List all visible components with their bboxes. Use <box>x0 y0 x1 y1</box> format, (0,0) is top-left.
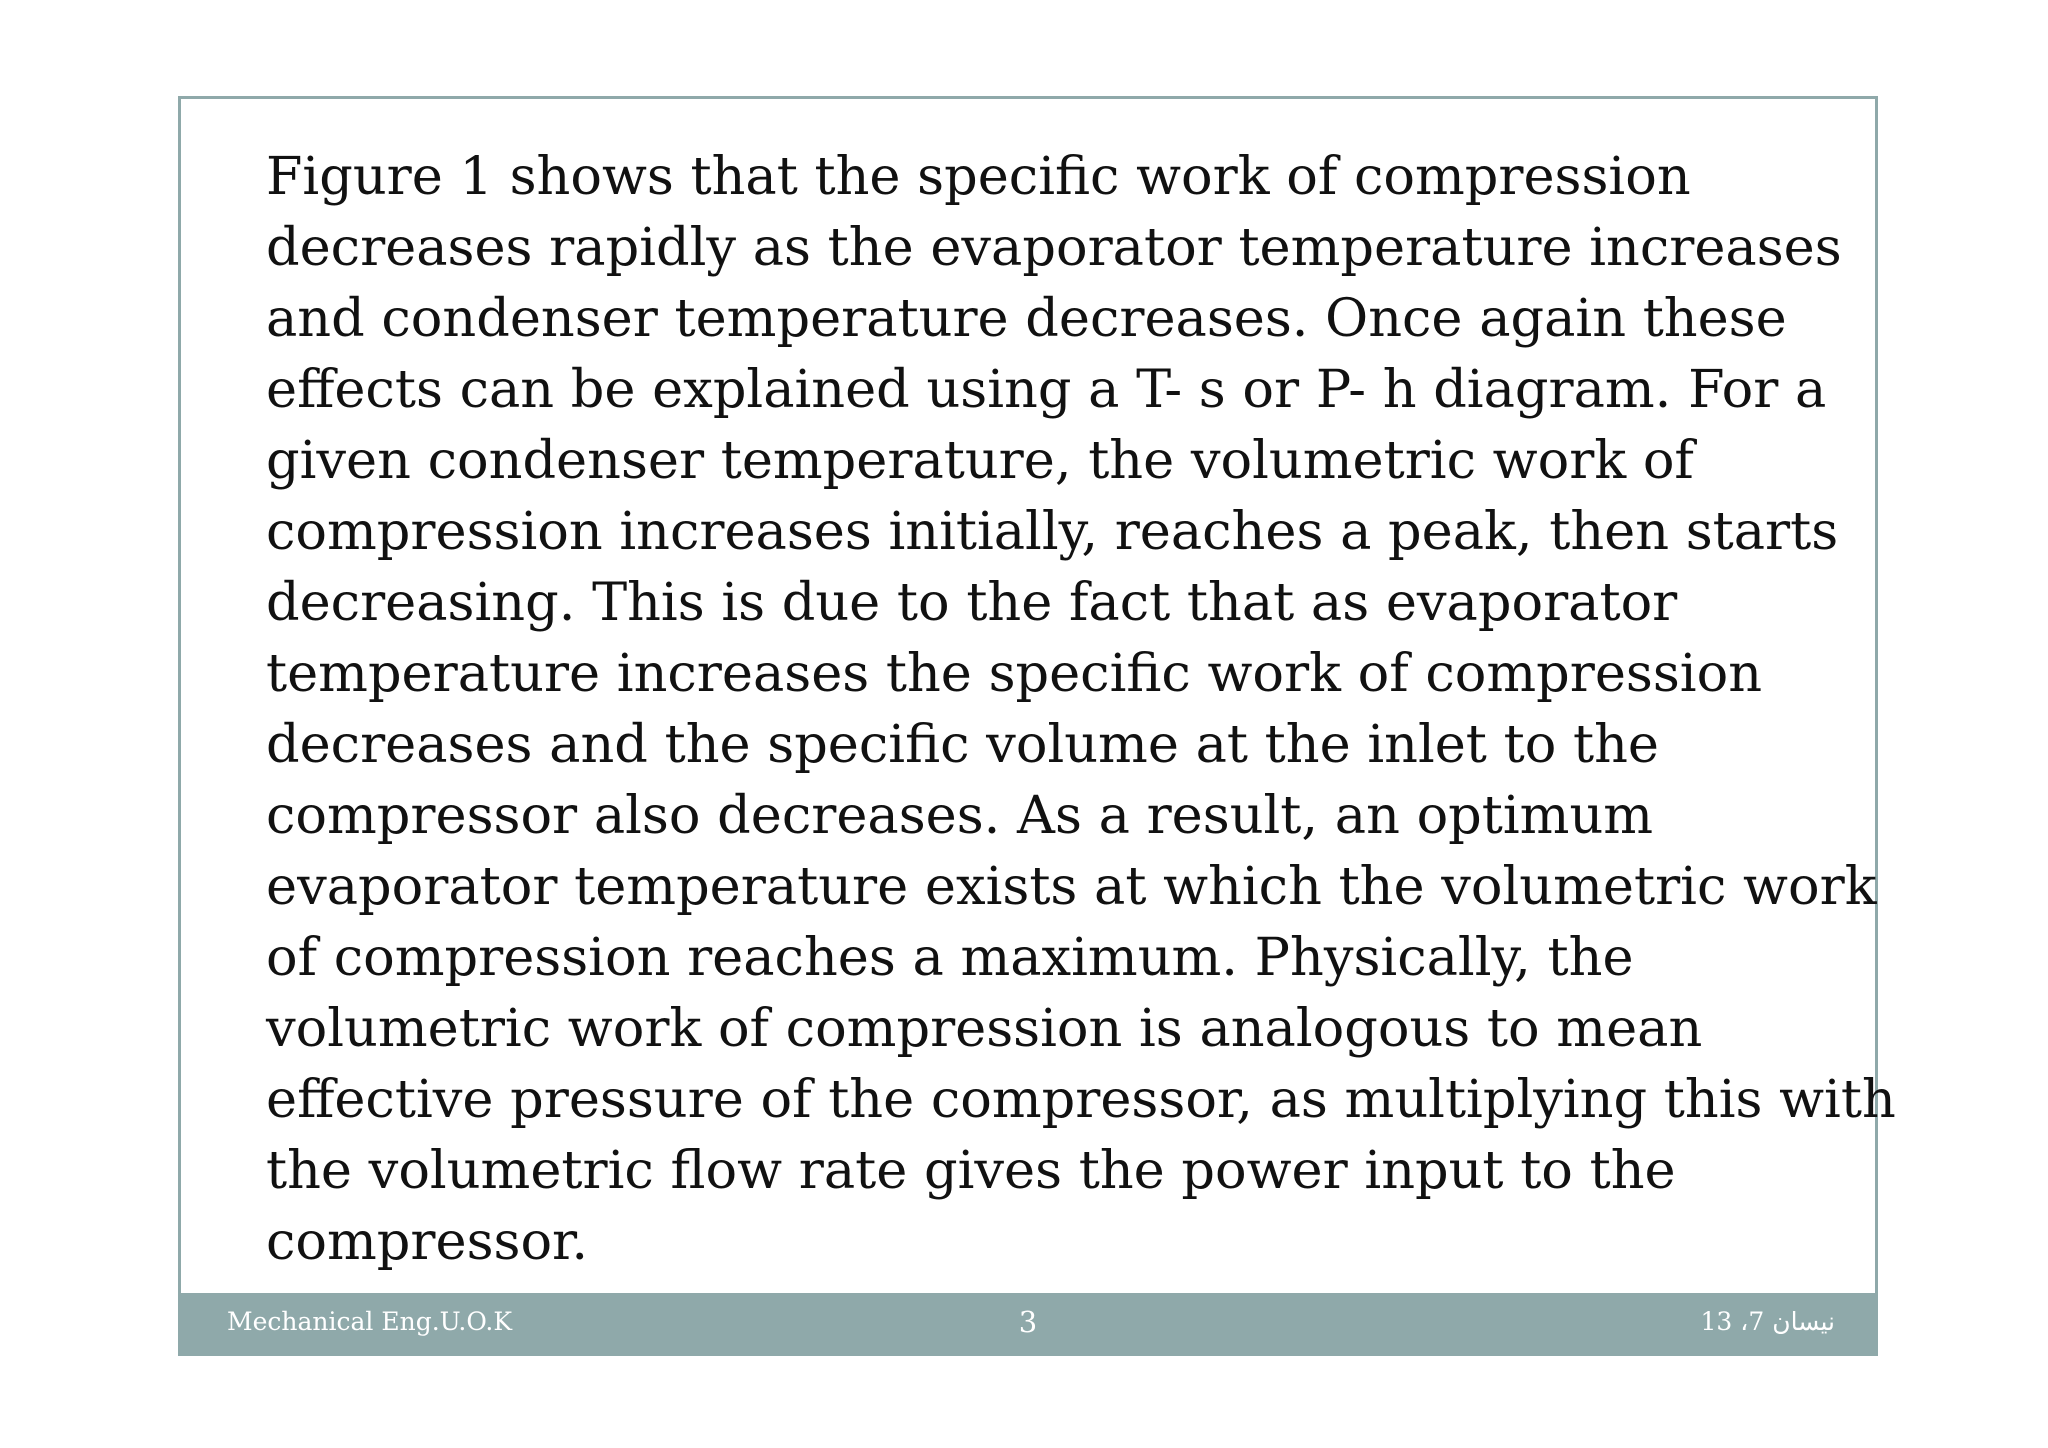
body-line: of compression reaches a maximum. Physically, the <box>266 927 1634 988</box>
body-line: decreases and the specific volume at the inlet to the <box>266 714 1659 775</box>
slide-body-text <box>266 141 1896 1277</box>
body-line: decreases rapidly as the evaporator temperature increases <box>266 217 1842 278</box>
body-line: compressor. <box>266 1211 589 1272</box>
slide-footer <box>181 1293 1875 1353</box>
footer-department: Mechanical Eng.U.O.K <box>227 1307 513 1336</box>
body-line: Figure 1 shows that the specific work of compression <box>266 146 1691 207</box>
body-line: effective pressure of the compressor, as multiplying this with <box>266 1069 1896 1130</box>
body-line: given condenser temperature, the volumetric work of <box>266 430 1694 491</box>
body-line: and condenser temperature decreases. Once again these <box>266 288 1787 349</box>
body-line: decreasing. This is due to the fact that as evaporator <box>266 572 1678 633</box>
body-line: compressor also decreases. As a result, an optimum <box>266 785 1654 846</box>
body-line: effects can be explained using a T- s or P- h diagram. For a <box>266 359 1827 420</box>
body-line: compression increases initially, reaches a peak, then starts <box>266 501 1839 562</box>
body-line: evaporator temperature exists at which the volumetric work <box>266 856 1877 917</box>
footer-page-number: 3 <box>1018 1305 1038 1339</box>
body-line: volumetric work of compression is analogous to mean <box>266 998 1703 1059</box>
slide-frame <box>178 96 1896 1356</box>
body-line: the volumetric flow rate gives the power input to the <box>266 1140 1676 1201</box>
body-line: temperature increases the specific work of compression <box>266 643 1763 704</box>
footer-date: نيسان 7، 13 <box>1700 1307 1835 1336</box>
